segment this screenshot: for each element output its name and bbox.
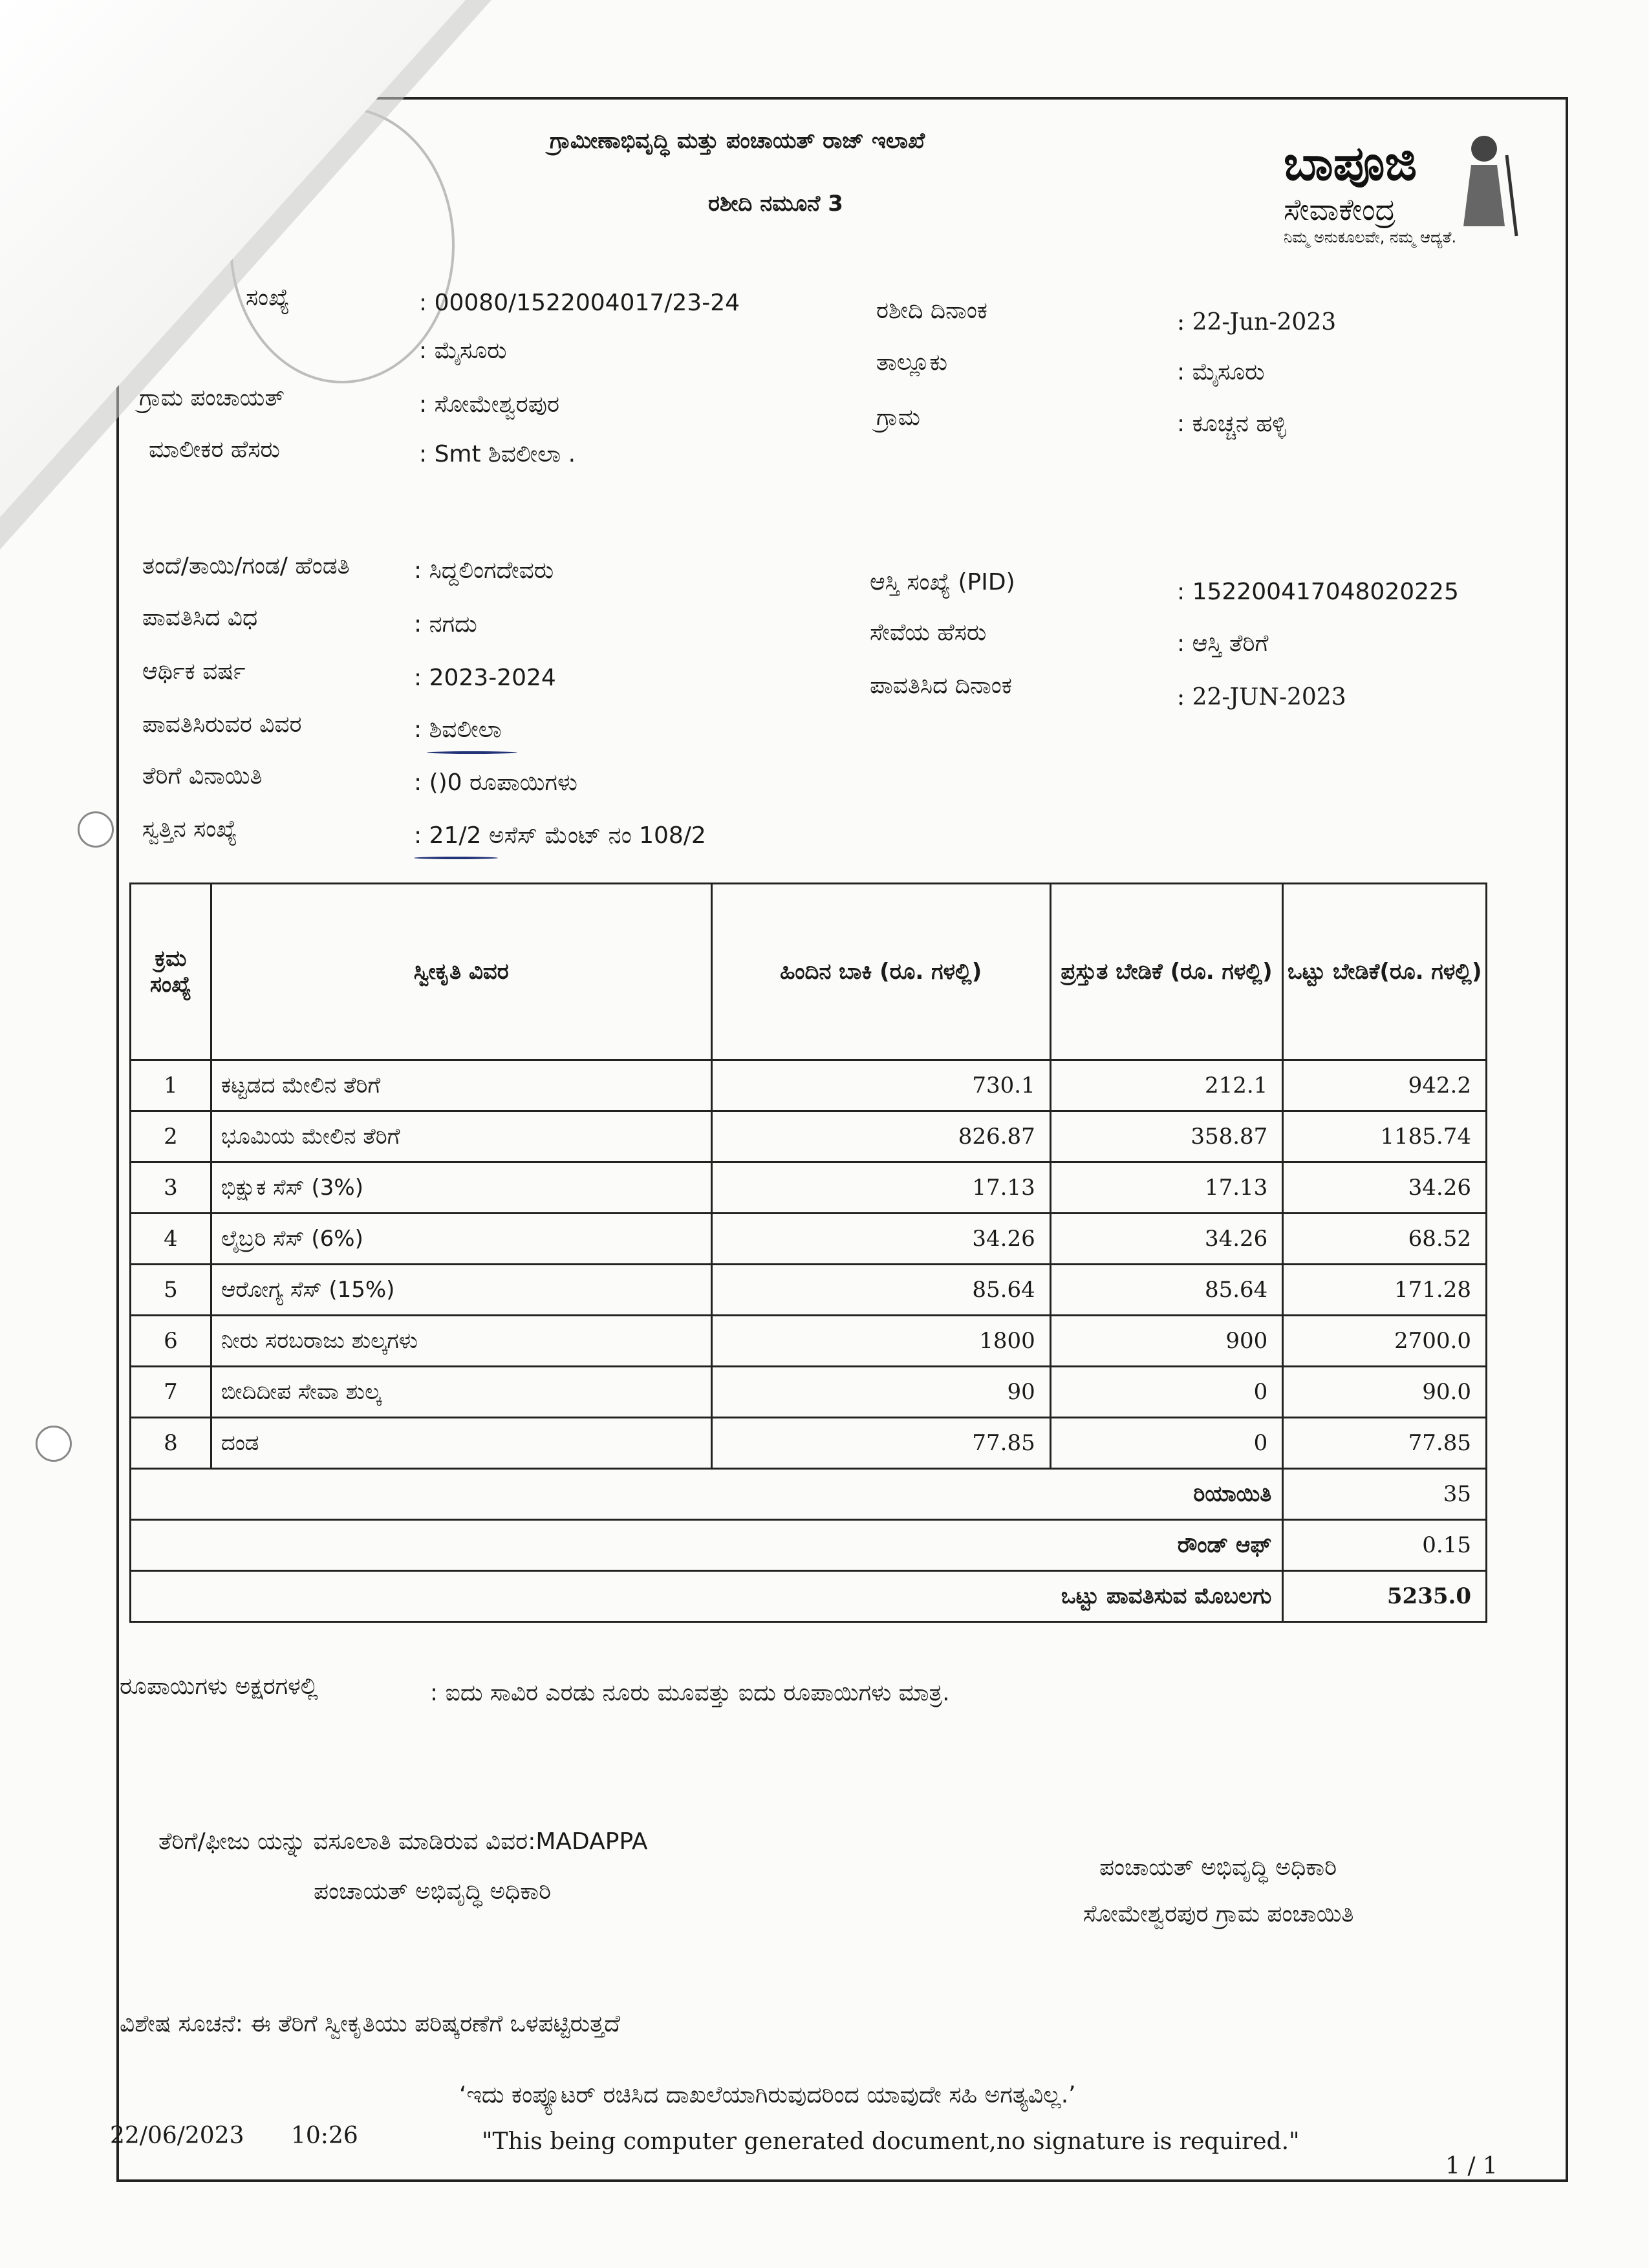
panchayat-label: ಗ್ರಾಮ ಪಂಚಾಯತ್ bbox=[139, 385, 285, 411]
receipt-no-label: ಸಂಖ್ಯೆ bbox=[246, 284, 290, 311]
table-row bbox=[131, 1367, 1487, 1418]
relation-label: ತಂದೆ/ತಾಯಿ/ಗಂಡ/ ಹೆಂಡತಿ bbox=[142, 553, 350, 579]
table-row bbox=[131, 1265, 1487, 1316]
payment-date-value: : 22-JUN-2023 bbox=[1177, 684, 1346, 711]
row-sl: 3 bbox=[131, 1162, 211, 1214]
total-payable-label: ಒಟ್ಟು ಪಾವತಿಸುವ ಮೊಬಲಗು bbox=[131, 1571, 1283, 1622]
row-total: 942.2 bbox=[1283, 1060, 1487, 1111]
payer-details-value: : ಶಿವಲೀಲಾ bbox=[414, 716, 502, 743]
col-prev-header: ಹಿಂದಿನ ಬಾಕಿ (ರೂ. ಗಳಲ್ಲಿ) bbox=[711, 884, 1050, 1060]
pen-underline bbox=[427, 751, 517, 754]
row-desc: ಭಿಕ್ಷುಕ ಸೆಸ್ (3%) bbox=[211, 1162, 711, 1214]
print-date: 22/06/2023 bbox=[110, 2123, 244, 2149]
col-total-header: ಒಟ್ಟು ಬೇಡಿಕೆ(ರೂ. ಗಳಲ್ಲಿ) bbox=[1283, 884, 1487, 1060]
payment-mode-value: : ನಗದು bbox=[414, 611, 477, 637]
panchayat-value: : ಸೋಮೇಶ್ವರಪುರ bbox=[419, 391, 560, 418]
pid-label: ಆಸ್ತಿ ಸಂಖ್ಯೆ (PID) bbox=[870, 569, 1015, 595]
amount-words-value: : ಐದು ಸಾವಿರ ಎರಡು ನೂರು ಮೂವತ್ತು ಐದು ರೂಪಾಯಿಗಳು ಮಾತ್ರ. bbox=[430, 1680, 950, 1706]
row-desc: ದಂಡ bbox=[211, 1418, 711, 1469]
row-desc: ಲೈಬ್ರರಿ ಸೆಸ್ (6%) bbox=[211, 1214, 711, 1265]
payment-mode-label: ಪಾವತಿಸಿದ ವಿಧ bbox=[142, 604, 258, 631]
row-prev: 85.64 bbox=[711, 1265, 1050, 1316]
col-curr-header: ಪ್ರಸ್ತುತ ಬೇಡಿಕೆ (ರೂ. ಗಳಲ್ಲಿ) bbox=[1050, 884, 1283, 1060]
total-payable-row bbox=[131, 1571, 1487, 1622]
discount-value: 35 bbox=[1283, 1469, 1487, 1520]
property-no-label: ಸ್ವತ್ತಿನ ಸಂಖ್ಯೆ bbox=[142, 816, 237, 842]
amount-words-label: ರೂಪಾಯಿಗಳು ಅಕ್ಷರಗಳಲ್ಲಿ bbox=[120, 1673, 318, 1700]
row-prev: 17.13 bbox=[711, 1162, 1050, 1214]
bapuji-logo bbox=[1284, 136, 1542, 246]
taluk-label: ತಾಲ್ಲೂಕು bbox=[876, 349, 948, 376]
relation-value: : ಸಿದ್ದಲಿಂಗದೇವರು bbox=[414, 557, 554, 584]
logo-subtitle: ಸೇವಾಕೇಂದ್ರ bbox=[1284, 192, 1396, 227]
collector-details: ತೆರಿಗೆ/ಫೀಜು ಯನ್ನು ವಸೂಲಾತಿ ಮಾಡಿರುವ ವಿವರ:MADAPPA bbox=[158, 1828, 648, 1855]
table-row bbox=[131, 1162, 1487, 1214]
discount-label: ರಿಯಾಯಿತಿ bbox=[131, 1469, 1283, 1520]
row-curr: 900 bbox=[1050, 1316, 1283, 1367]
logo-name: ಬಾಪೂಜಿ bbox=[1284, 136, 1417, 191]
kannada-disclaimer: ‘ಇದು ಕಂಪ್ಯೂಟರ್ ರಚಿಸಿದ ದಾಖಲೆಯಾಗಿರುವುದರಿಂದ ಯಾವುದೇ ಸಹಿ ಅಗತ್ಯವಿಲ್ಲ.’ bbox=[459, 2082, 1076, 2108]
pen-underline bbox=[414, 857, 498, 859]
owner-name-label: ಮಾಲೀಕರ ಹೆಸರು bbox=[149, 436, 280, 463]
row-curr: 212.1 bbox=[1050, 1060, 1283, 1111]
row-total: 34.26 bbox=[1283, 1162, 1487, 1214]
row-total: 68.52 bbox=[1283, 1214, 1487, 1265]
row-total: 77.85 bbox=[1283, 1418, 1487, 1469]
row-total: 2700.0 bbox=[1283, 1316, 1487, 1367]
row-sl: 8 bbox=[131, 1418, 211, 1469]
gandhi-figure-icon bbox=[1445, 129, 1523, 239]
department-title: ಗ್ರಾಮೀಣಾಭಿವೃದ್ಧಿ ಮತ್ತು ಪಂಚಾಯತ್ ರಾಜ್ ಇಲಾಖೆ bbox=[550, 128, 925, 154]
officer-office: ಸೋಮೇಶ್ವರಪುರ ಗ್ರಾಮ ಪಂಚಾಯಿತಿ bbox=[1083, 1901, 1354, 1927]
row-desc: ಭೂಮಿಯ ಮೇಲಿನ ತೆರಿಗೆ bbox=[211, 1111, 711, 1162]
row-prev: 90 bbox=[711, 1367, 1050, 1418]
row-prev: 730.1 bbox=[711, 1060, 1050, 1111]
table-row bbox=[131, 1111, 1487, 1162]
binder-hole bbox=[36, 1426, 72, 1462]
officer-title: ಪಂಚಾಯತ್ ಅಭಿವೃದ್ಧಿ ಅಧಿಕಾರಿ bbox=[1099, 1854, 1337, 1881]
receipt-no-value: : 00080/1522004017/23-24 bbox=[419, 290, 740, 316]
receipt-date-label: ರಶೀದಿ ದಿನಾಂಕ bbox=[876, 297, 987, 324]
row-sl: 7 bbox=[131, 1367, 211, 1418]
property-no-value: : 21/2 ಅಸೆಸ್ ಮೆಂಟ್ ನಂ 108/2 bbox=[414, 822, 706, 849]
total-payable-value: 5235.0 bbox=[1283, 1571, 1487, 1622]
district-value: : ಮೈಸೂರು bbox=[419, 337, 507, 364]
row-prev: 77.85 bbox=[711, 1418, 1050, 1469]
row-prev: 34.26 bbox=[711, 1214, 1050, 1265]
discount-row bbox=[131, 1469, 1487, 1520]
table-header-row bbox=[131, 884, 1487, 1060]
row-total: 1185.74 bbox=[1283, 1111, 1487, 1162]
col-desc-header: ಸ್ವೀಕೃತಿ ವಿವರ bbox=[211, 884, 711, 1060]
payment-date-label: ಪಾವತಿಸಿದ ದಿನಾಂಕ bbox=[870, 672, 1012, 699]
table-row bbox=[131, 1060, 1487, 1111]
table-row bbox=[131, 1214, 1487, 1265]
row-prev: 826.87 bbox=[711, 1111, 1050, 1162]
payer-details-label: ಪಾವತಿಸಿರುವರ ವಿವರ bbox=[142, 711, 302, 738]
row-curr: 17.13 bbox=[1050, 1162, 1283, 1214]
row-sl: 2 bbox=[131, 1111, 211, 1162]
taluk-value: : ಮೈಸೂರು bbox=[1177, 359, 1265, 385]
row-curr: 34.26 bbox=[1050, 1214, 1283, 1265]
collector-title: ಪಂಚಾಯತ್ ಅಭಿವೃದ್ಧಿ ಅಧಿಕಾರಿ bbox=[314, 1878, 552, 1905]
form-title: ರಶೀದಿ ನಮೂನೆ 3 bbox=[708, 191, 843, 217]
row-desc: ಆರೋಗ್ಯ ಸೆಸ್ (15%) bbox=[211, 1265, 711, 1316]
row-total: 90.0 bbox=[1283, 1367, 1487, 1418]
financial-year-label: ಆರ್ಥಿಕ ವರ್ಷ bbox=[142, 658, 246, 685]
col-sl-header: ಕ್ರಮ ಸಂಖ್ಯೆ bbox=[131, 884, 211, 1060]
table-row bbox=[131, 1418, 1487, 1469]
row-curr: 0 bbox=[1050, 1367, 1283, 1418]
pid-value: : 152200417048020225 bbox=[1177, 579, 1459, 605]
tax-exemption-value: : ()0 ರೂಪಾಯಿಗಳು bbox=[414, 769, 577, 796]
owner-name-value: : Smt ಶಿವಲೀಲಾ . bbox=[419, 441, 576, 467]
print-time: 10:26 bbox=[291, 2123, 358, 2149]
round-off-value: 0.15 bbox=[1283, 1520, 1487, 1571]
service-name-label: ಸೇವೆಯ ಹೆಸರು bbox=[870, 619, 987, 646]
english-disclaimer: "This being computer generated document,no signature is required." bbox=[482, 2128, 1300, 2155]
receipt-date-value: : 22-Jun-2023 bbox=[1177, 309, 1337, 336]
row-desc: ನೀರು ಸರಬರಾಜು ಶುಲ್ಕಗಳು bbox=[211, 1316, 711, 1367]
row-curr: 85.64 bbox=[1050, 1265, 1283, 1316]
row-prev: 1800 bbox=[711, 1316, 1050, 1367]
row-total: 171.28 bbox=[1283, 1265, 1487, 1316]
financial-year-value: : 2023-2024 bbox=[414, 665, 556, 691]
service-name-value: : ಆಸ್ತಿ ತೆರಿಗೆ bbox=[1177, 630, 1269, 657]
row-curr: 0 bbox=[1050, 1418, 1283, 1469]
row-sl: 6 bbox=[131, 1316, 211, 1367]
row-sl: 5 bbox=[131, 1265, 211, 1316]
logo-tagline: ನಿಮ್ಮ ಅನುಕೂಲವೇ, ನಮ್ಮ ಆದ್ಯತೆ. bbox=[1284, 228, 1457, 246]
village-label: ಗ್ರಾಮ bbox=[876, 404, 921, 431]
row-sl: 1 bbox=[131, 1060, 211, 1111]
round-off-label: ರೌಂಡ್ ಆಫ್ bbox=[131, 1520, 1283, 1571]
special-note: ವಿಶೇಷ ಸೂಚನೆ: ಈ ತೆರಿಗೆ ಸ್ವೀಕೃತಿಯು ಪರಿಷ್ಕರಣೆಗೆ ಒಳಪಟ್ಟಿರುತ್ತದೆ bbox=[120, 2011, 620, 2037]
village-value: : ಕೂಚ್ಚನ ಹಳ್ಳಿ bbox=[1177, 411, 1287, 437]
table-row bbox=[131, 1316, 1487, 1367]
row-sl: 4 bbox=[131, 1214, 211, 1265]
fee-table bbox=[129, 883, 1487, 1623]
row-desc: ಕಟ್ಟಡದ ಮೇಲಿನ ತೆರಿಗೆ bbox=[211, 1060, 711, 1111]
page-number: 1 / 1 bbox=[1445, 2153, 1498, 2179]
tax-exemption-label: ತೆರಿಗೆ ವಿನಾಯಿತಿ bbox=[142, 763, 263, 789]
row-desc: ಬೀದಿದೀಪ ಸೇವಾ ಶುಲ್ಕ bbox=[211, 1367, 711, 1418]
row-curr: 358.87 bbox=[1050, 1111, 1283, 1162]
round-off-row bbox=[131, 1520, 1487, 1571]
binder-hole bbox=[78, 811, 114, 848]
